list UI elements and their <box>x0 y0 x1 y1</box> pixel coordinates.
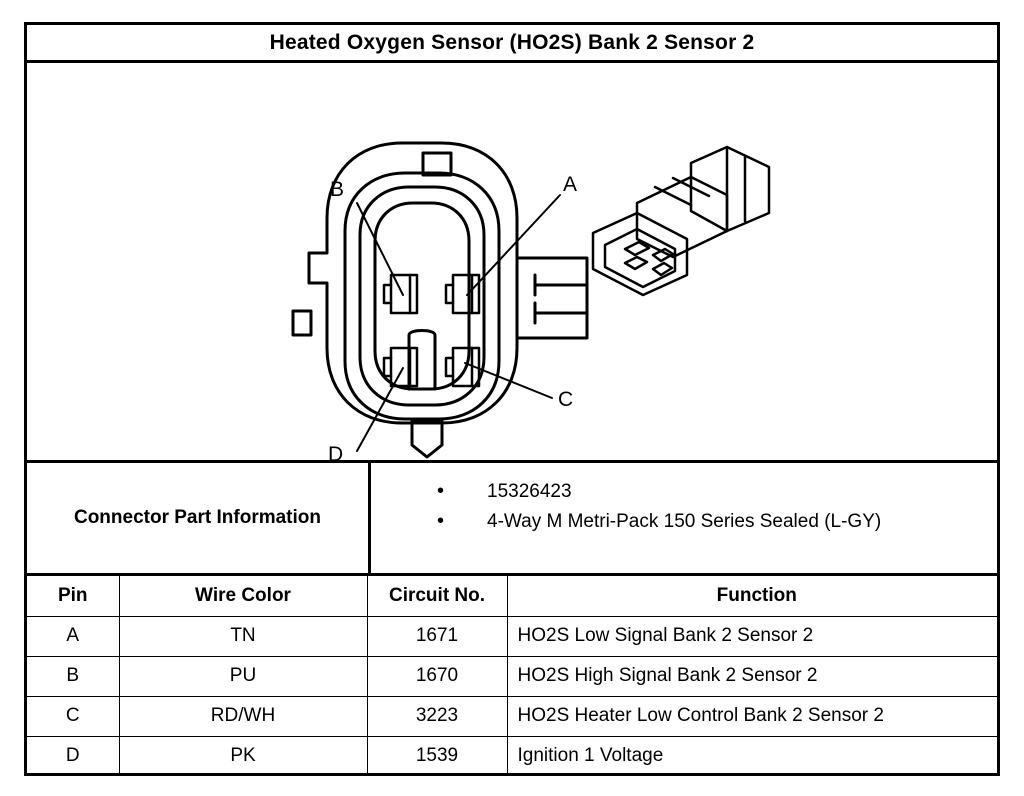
cell-wire-color: TN <box>119 616 367 656</box>
connector-part-information-label: Connector Part Information <box>27 463 371 573</box>
table-row <box>27 736 997 776</box>
callout-label-a: A <box>563 173 578 196</box>
table-row <box>27 616 997 656</box>
cell-wire-color: PU <box>119 656 367 696</box>
cell-pin: C <box>27 696 119 736</box>
column-header-function: Function <box>507 576 997 616</box>
column-header-wire-color: Wire Color <box>119 576 367 616</box>
cell-wire-color: PK <box>119 736 367 776</box>
connector-illustration <box>27 63 997 463</box>
cell-circuit-no: 1670 <box>367 656 507 696</box>
page-title-bar <box>27 25 997 63</box>
connector-drawing <box>27 63 997 460</box>
cell-circuit-no: 3223 <box>367 696 507 736</box>
cell-pin: A <box>27 616 119 656</box>
column-header-circuit-no: Circuit No. <box>367 576 507 616</box>
column-header-pin: Pin <box>27 576 119 616</box>
callout-label-c: C <box>558 388 574 411</box>
list-item: • 15326423 <box>437 477 997 507</box>
cell-pin: D <box>27 736 119 776</box>
cell-wire-color: RD/WH <box>119 696 367 736</box>
callout-label-b: B <box>330 178 345 201</box>
cell-circuit-no: 1539 <box>367 736 507 776</box>
callout-label-d: D <box>328 443 344 460</box>
cell-pin: B <box>27 656 119 696</box>
cell-function: HO2S High Signal Bank 2 Sensor 2 <box>507 656 997 696</box>
list-item: • 4-Way M Metri-Pack 150 Series Sealed (L-GY) <box>437 507 997 537</box>
cell-function: HO2S Heater Low Control Bank 2 Sensor 2 <box>507 696 997 736</box>
table-header-row <box>27 576 997 616</box>
cell-function: Ignition 1 Voltage <box>507 736 997 776</box>
pin-table <box>27 576 997 776</box>
table-row <box>27 696 997 736</box>
table-row <box>27 656 997 696</box>
page-title: Heated Oxygen Sensor (HO2S) Bank 2 Sensor 2 <box>269 30 755 54</box>
diagram-frame <box>24 22 1000 776</box>
cell-circuit-no: 1671 <box>367 616 507 656</box>
connector-part-information-row <box>27 463 997 576</box>
connector-part-information-values <box>371 463 997 573</box>
cell-function: HO2S Low Signal Bank 2 Sensor 2 <box>507 616 997 656</box>
